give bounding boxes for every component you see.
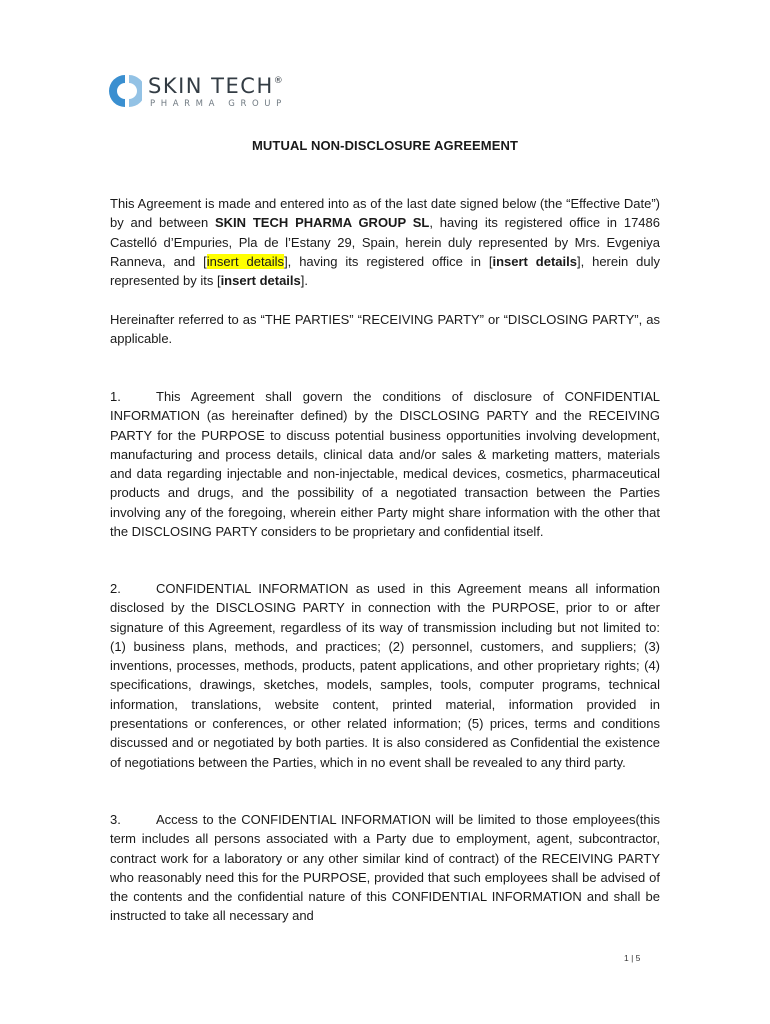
intro-paragraph: This Agreement is made and entered into as of the last date signed below (the “Effective Date”) by and between SKIN TECH PHARMA GROUP SL, having its registered office in 17486 Castelló d’Empuries, Pla de l’Estany 29, Spain, herein duly represented by Mrs. Evgeniya Ranneva, and [insert details], having its registered office in [insert details], herein duly represented by its [insert details]. [110, 196, 660, 289]
page-number: 1 | 5 [624, 953, 641, 963]
clause-2 [110, 579, 660, 772]
placeholder-bold: insert details [492, 253, 577, 269]
logo-tagline: PHARMA GROUP [150, 99, 287, 109]
company-logo [108, 70, 288, 114]
clause-number: 1. [110, 389, 121, 404]
logo-mark-icon [108, 72, 142, 110]
placeholder-highlight: insert details [206, 253, 285, 269]
logo-wordmark: SKIN TECH® [148, 74, 283, 98]
document-title: MUTUAL NON-DISCLOSURE AGREEMENT [252, 138, 518, 153]
clause-1 [110, 387, 660, 541]
hereinafter-paragraph: Hereinafter referred to as “THE PARTIES” “RECEIVING PARTY” or “DISCLOSING PARTY”, as applicable. [110, 312, 660, 347]
clause-text: This Agreement shall govern the conditions of disclosure of CONFIDENTIAL INFORMATION (as hereinafter defined) by the DISCLOSING PARTY and the RECEIVING PARTY for the PURPOSE to discuss potential business opportunities involving development, manufacturing and process details, clinical data and/or sales & marketing matters, materials and data regarding injectable and non-injectable, medical devices, cosmetics, pharmaceutical products and drugs, and the possibility of a negotiated transaction between the Parties involving any of the foregoing, wherein either Party might share information with the other that the DISCLOSING PARTY considers to be proprietary and confidential itself. [110, 389, 660, 540]
clause-text: CONFIDENTIAL INFORMATION as used in this Agreement means all information disclosed by the DISCLOSING PARTY in connection with the PURPOSE, prior to or after signature of this Agreement, regardless of its way of transmission including but not limited to: (1) business plans, methods, and practices; (2) personnel, customers, and suppliers; (3) inventions, processes, methods, products, patent applications, and other proprietary rights; (4) specifications, drawings, sketches, models, samples, tools, computer programs, technical information, translations, website content, printed material, information provided in presentations or conferences, or other related information; (5) prices, terms and conditions discussed and or negotiated by both parties. It is also considered as Confidential the existence of negotiations between the Parties, which in no event shall be revealed to any third party. [110, 581, 660, 770]
clause-text: Access to the CONFIDENTIAL INFORMATION will be limited to those employees(this term includes all persons associated with a Party due to employment, agent, subcontractor, contract work for a laboratory or any other similar kind of contract) of the RECEIVING PARTY who reasonably need this for the PURPOSE, provided that such employees shall be advised of the contents and the confidential nature of this CONFIDENTIAL INFORMATION and shall be instructed to take all necessary and [110, 812, 660, 924]
placeholder-bold: insert details [220, 273, 301, 289]
clause-number: 2. [110, 581, 121, 596]
clause-number: 3. [110, 812, 121, 827]
clause-3 [110, 810, 660, 926]
party-name: SKIN TECH PHARMA GROUP SL [215, 215, 430, 231]
